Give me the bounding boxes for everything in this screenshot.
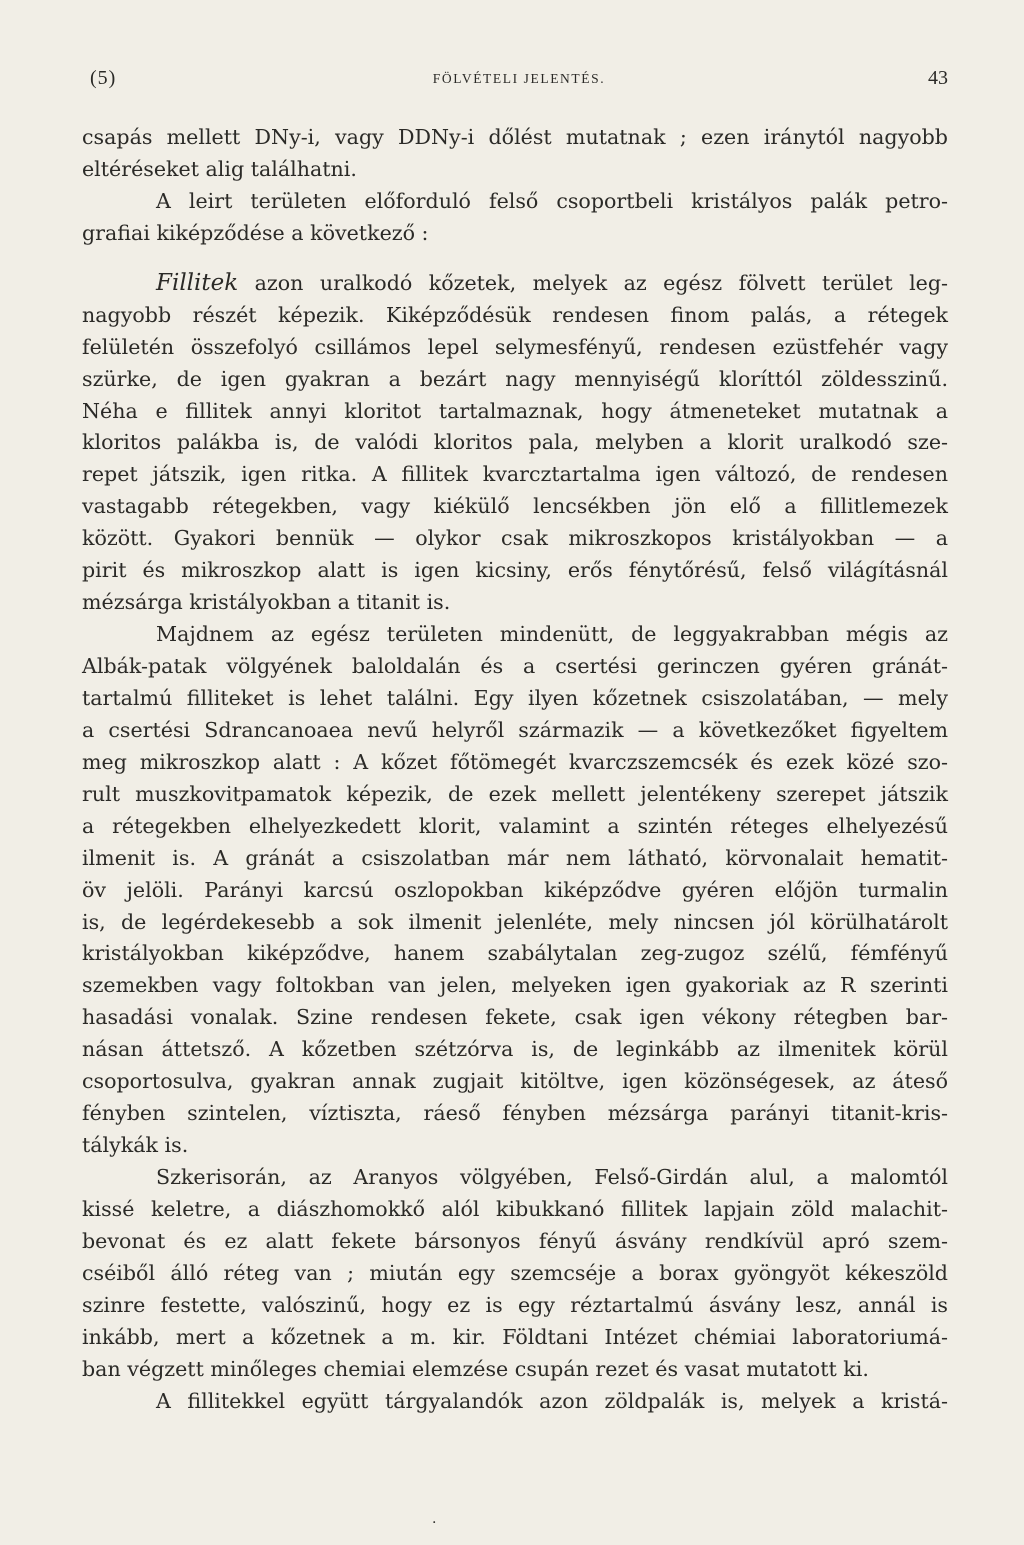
text-line: A fillitekkel együtt tárgyalandók azon zöldpalák is, melyek a kristá-: [156, 1388, 948, 1413]
text-line: kloritos palákba is, de valódi kloritos pala, melyben a klorit uralkodó sze-: [82, 430, 948, 455]
text-line: csapás mellett DNy-i, vagy DDNy-i dőlést mutatnak ; ezen iránytól nagyobb: [82, 125, 948, 149]
text-line: vastagabb rétegekben, vagy kiékülő lencsékben jön elő a fillitlemezek: [82, 494, 948, 519]
text-line: nagyobb részét képezik. Kiképződésük rendesen finom palás, a rétegek: [82, 302, 948, 327]
running-title: FÖLVÉTELI JELENTÉS.: [432, 71, 606, 86]
page-section-number: (5): [90, 67, 117, 89]
text-line: grafiai kiképződése a következő :: [82, 220, 429, 245]
text-line: rult muszkovitpamatok képezik, de ezek mellett jelentékeny szerepet játszik: [82, 781, 948, 806]
text-line: ilmenit is. A gránát a csiszolatban már nem látható, körvonalait hematit-: [82, 845, 948, 870]
text-line: repet játszik, igen ritka. A fillitek kvarcztartalma igen változó, de rendesen: [82, 462, 948, 487]
text-line: fényben szintelen, víztiszta, ráeső fényben mézsárga parányi titanit-kris-: [82, 1101, 948, 1126]
text-line: kristályokban kiképződve, hanem szabálytalan zeg-zugoz szélű, fémfényű: [82, 941, 948, 966]
printer-mark: ·: [432, 1515, 437, 1531]
body-text: [82, 122, 948, 1418]
text-line: A leirt területen előforduló felső csoportbeli kristályos palák petro-: [156, 188, 948, 213]
running-header: [90, 67, 948, 97]
text-line: násan áttetsző. A kőzetben szétzórva is, de leginkább az ilmenitek körül: [82, 1037, 948, 1062]
text-line: Majdnem az egész területen mindenütt, de leggyakrabban mégis az: [156, 622, 948, 647]
text-line: tálykák is.: [82, 1133, 189, 1158]
text-line: pirit és mikroszkop alatt is igen kicsiny, erős fénytőrésű, felső világításnál: [82, 558, 948, 583]
text-line: Szkerisorán, az Aranyos völgyében, Felső-Girdán alul, a malomtól: [156, 1165, 948, 1189]
text-line: szürke, de igen gyakran a bezárt nagy mennyiségű kloríttól zöldesszinű.: [82, 366, 948, 391]
text-line: inkább, mert a kőzetnek a m. kir. Földtani Intézet chémiai laboratoriumá-: [82, 1324, 948, 1349]
text-line: hasadási vonalak. Szine rendesen fekete, csak igen vékony rétegben bar-: [82, 1005, 948, 1030]
text-line: [82, 268, 948, 300]
text-line: között. Gyakori bennük — olykor csak mikroszkopos kristályokban — a: [82, 526, 948, 551]
text-line: Albák-patak völgyének baloldalán és a csertési gerinczen gyéren gránát-: [82, 654, 948, 678]
page-number: 43: [928, 67, 948, 89]
paragraph-gap: [82, 250, 948, 268]
text-line: kissé keletre, a diászhomokkő alól kibukkanó fillitek lapjain zöld malachit-: [82, 1196, 948, 1221]
text-line: eltéréseket alig találhatni.: [82, 156, 357, 181]
text-line: cséiből álló réteg van ; miután egy szemcséje a borax gyöngyöt kékeszöld: [82, 1260, 948, 1285]
text-line: mézsárga kristályokban a titanit is.: [82, 590, 451, 615]
text-line: szemekben vagy foltokban van jelen, melyeken igen gyakoriak az R szerinti: [82, 973, 948, 998]
text-line: öv jelöli. Parányi karcsú oszlopokban kiképződve gyéren előjön turmalin: [82, 877, 948, 902]
text-line: a csertési Sdrancanoaea nevű helyről származik — a következőket figyeltem: [82, 717, 948, 742]
text-line: felületén összefolyó csillámos lepel selymesfényű, rendesen ezüstfehér vagy: [82, 334, 948, 359]
text-line: szinre festette, valószinű, hogy ez is egy réztartalmú ásvány lesz, annál is: [82, 1292, 948, 1317]
text-line: csoportosulva, gyakran annak zugjait kitöltve, igen közönségesek, az áteső: [82, 1069, 948, 1094]
text-line: ban végzett minőleges chemiai elemzése csupán rezet és vasat mutatott ki.: [82, 1356, 869, 1381]
text-run: azon uralkodó kőzetek, melyek az egész fölvett terület leg-: [238, 270, 948, 295]
text-line: a rétegekben elhelyezkedett klorit, valamint a szintén réteges elhelyezésű: [82, 813, 948, 838]
text-line: tartalmú filliteket is lehet találni. Egy ilyen kőzetnek csiszolatában, — mely: [82, 685, 948, 710]
text-line: is, de legérdekesebb a sok ilmenit jelenléte, mely nincsen jól körülhatárolt: [82, 909, 948, 934]
text-line: bevonat és ez alatt fekete bársonyos fényű ásvány rendkívül apró szem-: [82, 1228, 948, 1253]
section-term: Fillitek: [156, 269, 239, 296]
text-line: Néha e fillitek annyi kloritot tartalmaznak, hogy átmeneteket mutatnak a: [82, 398, 948, 423]
text-line: meg mikroszkop alatt : A kőzet főtömegét kvarczszemcsék és ezek közé szo-: [82, 749, 948, 774]
